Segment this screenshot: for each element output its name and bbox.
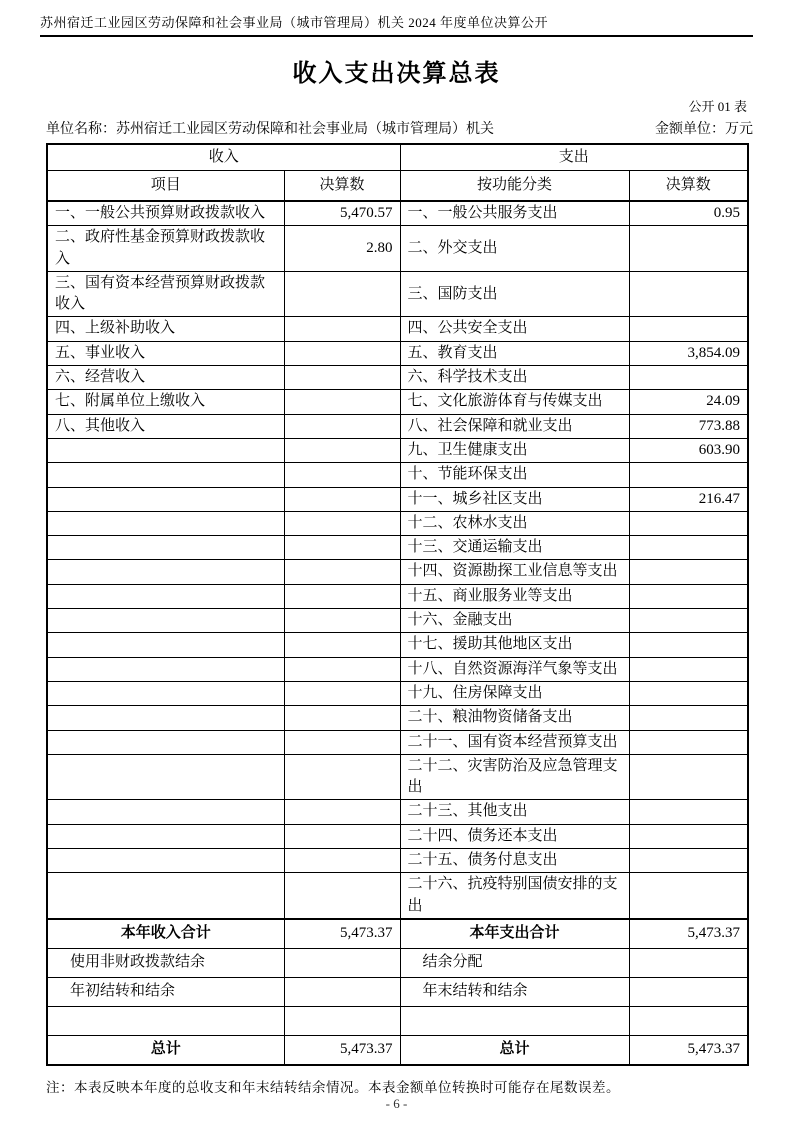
table-row xyxy=(47,366,748,390)
income-value-cell xyxy=(284,366,400,390)
expense-value-cell: 773.88 xyxy=(629,414,748,438)
table-row xyxy=(47,681,748,705)
income-value-cell: 5,470.57 xyxy=(284,201,400,226)
income-value-cell xyxy=(284,873,400,919)
expense-item-cell: 十六、金融支出 xyxy=(400,609,629,633)
summary-row xyxy=(47,1006,748,1035)
table-meta-row xyxy=(46,118,753,138)
income-item-cell xyxy=(47,657,284,681)
income-item-cell: 七、附属单位上缴收入 xyxy=(47,390,284,414)
expense-summary-label-cell xyxy=(400,1006,629,1035)
income-item-cell: 四、上级补助收入 xyxy=(47,317,284,341)
expense-value-cell xyxy=(629,609,748,633)
summary-row xyxy=(47,977,748,1006)
income-value-cell xyxy=(284,511,400,535)
expense-item-cell: 十四、资源勘探工业信息等支出 xyxy=(400,560,629,584)
income-item-cell xyxy=(47,754,284,800)
income-value-cell xyxy=(284,438,400,462)
expense-amount-column-header: 决算数 xyxy=(629,171,748,202)
expense-item-cell: 十一、城乡社区支出 xyxy=(400,487,629,511)
expense-item-cell: 二十一、国有资本经营预算支出 xyxy=(400,730,629,754)
table-row xyxy=(47,706,748,730)
income-item-cell: 六、经营收入 xyxy=(47,366,284,390)
table-row xyxy=(47,317,748,341)
expense-value-cell xyxy=(629,366,748,390)
expense-value-cell xyxy=(629,873,748,919)
income-summary-label-cell: 使用非财政拨款结余 xyxy=(47,948,284,977)
expense-summary-value-cell xyxy=(629,977,748,1006)
expense-item-cell: 二十三、其他支出 xyxy=(400,800,629,824)
expense-value-cell xyxy=(629,681,748,705)
page-title: 收入支出决算总表 xyxy=(292,61,501,87)
summary-row xyxy=(47,948,748,977)
table-row xyxy=(47,730,748,754)
income-value-cell xyxy=(284,560,400,584)
income-item-cell: 八、其他收入 xyxy=(47,414,284,438)
expense-value-cell xyxy=(629,560,748,584)
total-row xyxy=(47,1035,748,1065)
expense-value-cell xyxy=(629,657,748,681)
table-body xyxy=(47,201,748,919)
table-row xyxy=(47,824,748,848)
table-row xyxy=(47,341,748,365)
expense-item-cell: 七、文化旅游体育与传媒支出 xyxy=(400,390,629,414)
expense-value-cell xyxy=(629,730,748,754)
expense-item-cell: 十二、农林水支出 xyxy=(400,511,629,535)
income-value-cell xyxy=(284,463,400,487)
expense-item-cell: 十三、交通运输支出 xyxy=(400,536,629,560)
income-item-cell xyxy=(47,609,284,633)
income-value-cell xyxy=(284,849,400,873)
expense-summary-label-cell: 年末结转和结余 xyxy=(400,977,629,1006)
expense-item-cell: 八、社会保障和就业支出 xyxy=(400,414,629,438)
expense-item-cell: 二十、粮油物资储备支出 xyxy=(400,706,629,730)
income-summary-label-cell: 年初结转和结余 xyxy=(47,977,284,1006)
income-value-cell xyxy=(284,730,400,754)
income-item-cell xyxy=(47,463,284,487)
expense-summary-value-cell: 5,473.37 xyxy=(629,1035,748,1065)
table-row xyxy=(47,487,748,511)
expense-value-cell xyxy=(629,226,748,272)
income-summary-value-cell xyxy=(284,948,400,977)
section-header-row xyxy=(47,144,748,171)
income-item-cell xyxy=(47,560,284,584)
expense-value-cell xyxy=(629,633,748,657)
table-row xyxy=(47,873,748,919)
income-value-cell xyxy=(284,341,400,365)
table-row xyxy=(47,633,748,657)
expense-value-cell xyxy=(629,754,748,800)
expense-value-cell xyxy=(629,317,748,341)
table-row xyxy=(47,390,748,414)
income-item-column-header: 项目 xyxy=(47,171,284,202)
table-row xyxy=(47,754,748,800)
expense-item-cell: 二、外交支出 xyxy=(400,226,629,272)
document-header: 苏州宿迁工业园区劳动保障和社会事业局（城市管理局）机关 2024 年度单位决算公开 xyxy=(40,12,753,37)
expense-item-column-header: 按功能分类 xyxy=(400,171,629,202)
expense-item-cell: 十七、援助其他地区支出 xyxy=(400,633,629,657)
income-summary-label-cell: 本年收入合计 xyxy=(47,919,284,949)
table-row xyxy=(47,201,748,226)
expense-summary-label-cell: 总计 xyxy=(400,1035,629,1065)
income-item-cell xyxy=(47,824,284,848)
expense-value-cell: 3,854.09 xyxy=(629,341,748,365)
income-item-cell xyxy=(47,487,284,511)
expense-item-cell: 四、公共安全支出 xyxy=(400,317,629,341)
income-value-cell xyxy=(284,657,400,681)
table-row xyxy=(47,438,748,462)
expense-summary-value-cell: 5,473.37 xyxy=(629,919,748,949)
expense-item-cell: 十九、住房保障支出 xyxy=(400,681,629,705)
expense-item-cell: 十五、商业服务业等支出 xyxy=(400,584,629,608)
income-item-cell: 三、国有资本经营预算财政拨款收入 xyxy=(47,271,284,317)
income-item-cell xyxy=(47,536,284,560)
expense-item-cell: 十、节能环保支出 xyxy=(400,463,629,487)
expense-item-cell: 三、国防支出 xyxy=(400,271,629,317)
expense-summary-label-cell: 本年支出合计 xyxy=(400,919,629,949)
expense-section-header: 支出 xyxy=(400,144,748,171)
income-item-cell xyxy=(47,438,284,462)
income-item-cell xyxy=(47,633,284,657)
income-item-cell xyxy=(47,730,284,754)
income-value-cell xyxy=(284,414,400,438)
income-value-cell xyxy=(284,633,400,657)
income-value-cell xyxy=(284,536,400,560)
income-value-cell xyxy=(284,317,400,341)
income-item-cell xyxy=(47,511,284,535)
table-note: 注：本表反映本年度的总收支和年末结转结余情况。本表金额单位转换时可能存在尾数误差。 xyxy=(46,1079,620,1095)
income-value-cell xyxy=(284,824,400,848)
expense-value-cell xyxy=(629,536,748,560)
expense-summary-value-cell xyxy=(629,1006,748,1035)
income-summary-value-cell: 5,473.37 xyxy=(284,919,400,949)
table-row xyxy=(47,271,748,317)
table-row xyxy=(47,414,748,438)
income-value-cell xyxy=(284,390,400,414)
income-item-cell xyxy=(47,873,284,919)
table-row xyxy=(47,463,748,487)
amount-unit-label: 金额单位：万元 xyxy=(655,122,753,137)
expense-item-cell: 六、科学技术支出 xyxy=(400,366,629,390)
income-item-cell: 一、一般公共预算财政拨款收入 xyxy=(47,201,284,226)
expense-value-cell xyxy=(629,584,748,608)
expense-value-cell: 24.09 xyxy=(629,390,748,414)
expense-value-cell xyxy=(629,800,748,824)
income-value-cell xyxy=(284,487,400,511)
income-item-cell xyxy=(47,584,284,608)
table-row xyxy=(47,536,748,560)
table-row xyxy=(47,560,748,584)
expense-item-cell: 一、一般公共服务支出 xyxy=(400,201,629,226)
expense-item-cell: 五、教育支出 xyxy=(400,341,629,365)
table-row xyxy=(47,657,748,681)
income-item-cell xyxy=(47,849,284,873)
column-header-row xyxy=(47,171,748,202)
income-value-cell xyxy=(284,706,400,730)
table-row xyxy=(47,511,748,535)
income-summary-label-cell xyxy=(47,1006,284,1035)
income-item-cell xyxy=(47,681,284,705)
income-item-cell: 五、事业收入 xyxy=(47,341,284,365)
expense-value-cell xyxy=(629,824,748,848)
expense-item-cell: 十八、自然资源海洋气象等支出 xyxy=(400,657,629,681)
table-code: 公开 01 表 xyxy=(688,99,747,114)
table-head xyxy=(47,144,748,201)
expense-value-cell xyxy=(629,706,748,730)
table-row xyxy=(47,609,748,633)
expense-summary-value-cell xyxy=(629,948,748,977)
income-summary-label-cell: 总计 xyxy=(47,1035,284,1065)
unit-name-label: 单位名称：苏州宿迁工业园区劳动保障和社会事业局（城市管理局）机关 xyxy=(46,122,494,137)
expense-value-cell: 216.47 xyxy=(629,487,748,511)
income-summary-value-cell xyxy=(284,1006,400,1035)
income-value-cell: 2.80 xyxy=(284,226,400,272)
expense-item-cell: 二十二、灾害防治及应急管理支出 xyxy=(400,754,629,800)
expense-value-cell xyxy=(629,271,748,317)
expense-value-cell xyxy=(629,463,748,487)
expense-item-cell: 九、卫生健康支出 xyxy=(400,438,629,462)
income-value-cell xyxy=(284,609,400,633)
table-totals xyxy=(47,919,748,1065)
income-summary-value-cell xyxy=(284,977,400,1006)
income-value-cell xyxy=(284,681,400,705)
expense-summary-label-cell: 结余分配 xyxy=(400,948,629,977)
expense-value-cell: 603.90 xyxy=(629,438,748,462)
expense-item-cell: 二十六、抗疫特别国债安排的支出 xyxy=(400,873,629,919)
income-expense-table xyxy=(46,143,749,1066)
total-row xyxy=(47,919,748,949)
income-item-cell xyxy=(47,800,284,824)
income-value-cell xyxy=(284,800,400,824)
table-row xyxy=(47,584,748,608)
table-row xyxy=(47,849,748,873)
income-summary-value-cell: 5,473.37 xyxy=(284,1035,400,1065)
income-value-cell xyxy=(284,271,400,317)
expense-value-cell xyxy=(629,511,748,535)
income-value-cell xyxy=(284,754,400,800)
income-section-header: 收入 xyxy=(47,144,400,171)
expense-value-cell xyxy=(629,849,748,873)
table-row xyxy=(47,226,748,272)
page-number: - 6 - xyxy=(385,1096,408,1111)
income-amount-column-header: 决算数 xyxy=(284,171,400,202)
table-row xyxy=(47,800,748,824)
expense-item-cell: 二十五、债务付息支出 xyxy=(400,849,629,873)
income-item-cell: 二、政府性基金预算财政拨款收入 xyxy=(47,226,284,272)
expense-item-cell: 二十四、债务还本支出 xyxy=(400,824,629,848)
income-value-cell xyxy=(284,584,400,608)
income-item-cell xyxy=(47,706,284,730)
expense-value-cell: 0.95 xyxy=(629,201,748,226)
